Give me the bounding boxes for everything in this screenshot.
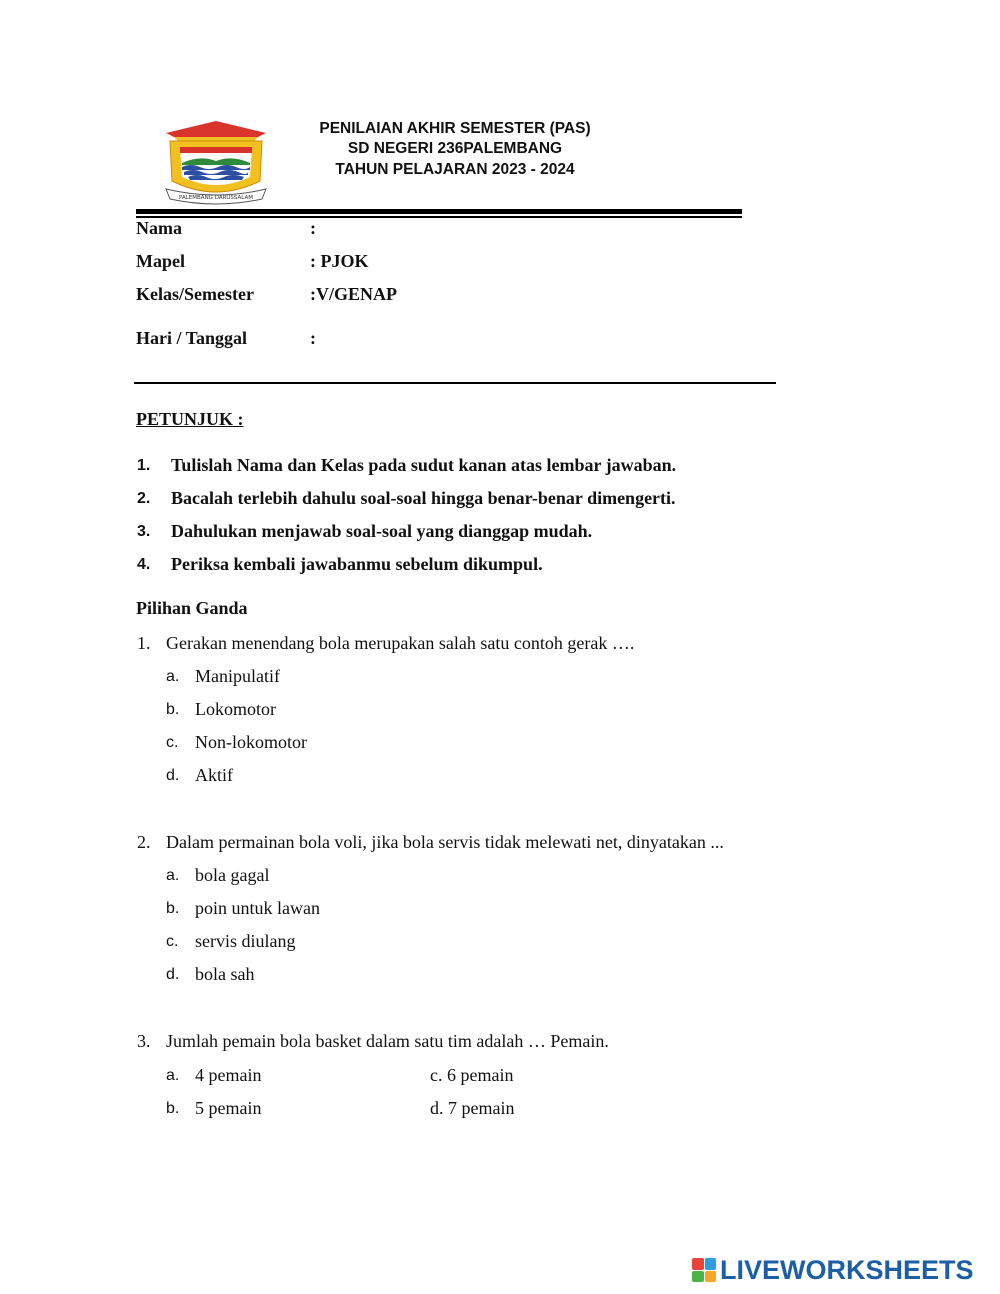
question-number: 1. [137,633,151,653]
liveworksheets-logo-icon [692,1258,716,1282]
field-value-nama: : [310,218,316,238]
option-letter: b. [166,900,180,917]
field-label-nama: Nama [136,218,182,238]
header-title-line1: PENILAIAN AKHIR SEMESTER (PAS) [319,120,591,137]
instruction-number: 4. [137,556,151,573]
field-value-kelas-semester: :V/GENAP [310,284,397,304]
field-label-hari-tanggal: Hari / Tanggal [136,328,248,348]
question-text: Jumlah pemain bola basket dalam satu tim adalah … Pemain. [166,1031,609,1051]
option-text: Manipulatif [195,666,280,686]
instruction-number: 2. [137,490,151,507]
option-letter: d. [166,767,180,784]
identity-divider [134,382,776,384]
option-letter: a. [166,1067,180,1084]
question-text: Dalam permainan bola voli, jika bola servis tidak melewati net, dinyatakan ... [166,832,724,852]
section-title-pilihan-ganda: Pilihan Ganda [136,598,248,618]
instruction-text: Bacalah terlebih dahulu soal-soal hingga benar-benar dimengerti. [171,488,676,508]
option-text: 4 pemain [195,1065,262,1085]
header-divider-thick [136,209,742,214]
instructions-title: PETUNJUK : [136,409,244,429]
option-letter: c. [166,734,179,751]
liveworksheets-watermark[interactable] [692,1256,974,1284]
question-number: 2. [137,832,151,852]
header-divider-thin [136,216,742,218]
instruction-text: Periksa kembali jawabanmu sebelum dikumpul. [171,554,543,574]
option-letter: d. [166,966,180,983]
field-value-mapel: : PJOK [310,251,369,271]
header-academic-year: TAHUN PELAJARAN 2023 - 2024 [335,161,575,178]
logo-banner-text: PALEMBANG DARUSSALAM [179,195,253,201]
header-school-name: SD NEGERI 236PALEMBANG [347,140,563,157]
option-text: Aktif [195,765,233,785]
option-text-right: c. 6 pemain [430,1065,514,1085]
option-text: Lokomotor [195,699,276,719]
option-text: 5 pemain [195,1098,262,1118]
field-value-hari-tanggal: : [310,328,316,348]
question-text: Gerakan menendang bola merupakan salah satu contoh gerak …. [166,633,635,653]
instruction-text: Dahulukan menjawab soal-soal yang dianggap mudah. [171,521,593,541]
option-text: poin untuk lawan [195,898,320,918]
option-letter: c. [166,933,179,950]
field-label-mapel: Mapel [136,251,185,271]
instruction-text: Tulislah Nama dan Kelas pada sudut kanan atas lembar jawaban. [171,455,677,475]
option-letter: a. [166,668,180,685]
watermark-text: LIVEWORKSHEETS [720,1254,974,1285]
option-text: bola sah [195,964,255,984]
option-letter: b. [166,701,180,718]
instruction-number: 3. [137,523,151,540]
option-text: Non-lokomotor [195,732,307,752]
field-label-kelas-semester: Kelas/Semester [136,284,254,304]
question-number: 3. [137,1031,151,1051]
option-text: bola gagal [195,865,270,885]
option-letter: b. [166,1100,180,1117]
instruction-number: 1. [137,457,151,474]
option-letter: a. [166,867,180,884]
option-text: servis diulang [195,931,296,951]
option-text-right: d. 7 pemain [430,1098,515,1118]
